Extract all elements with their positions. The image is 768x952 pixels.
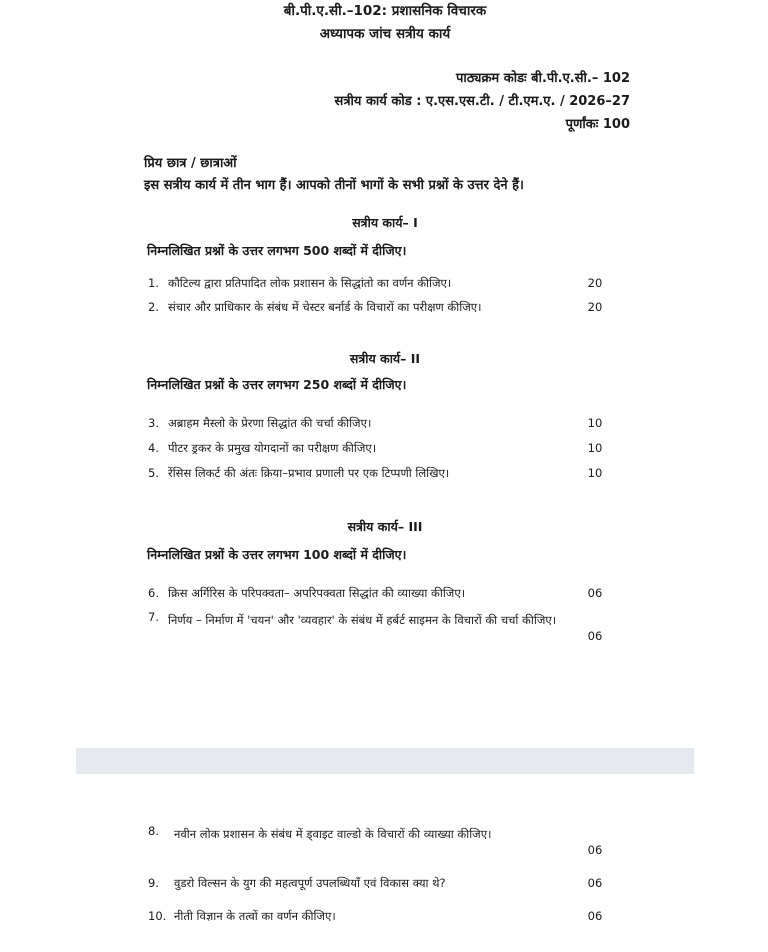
- question-text: पीटर ड्रकर के प्रमुख योगदानों का परीक्षण कीजिए।: [168, 441, 377, 455]
- question-text: कौटिल्य द्वारा प्रतिपादित लोक प्रशासन के सिद्धांतो का वर्णन कीजिए।: [168, 276, 452, 290]
- document-title: बी.पी.ए.सी.–102: प्रशासनिक विचारक: [283, 3, 487, 19]
- question-marks: 06: [587, 843, 603, 857]
- question-item: [148, 876, 446, 891]
- question-text: नवीन लोक प्रशासन के संबंध में ड्वाइट वाल्डो के विचारों की व्याख्या कीजिए।: [174, 827, 492, 841]
- question-marks: 10: [587, 466, 603, 480]
- page-separator: [76, 748, 694, 774]
- salutation: प्रिय छात्र / छात्राओं: [144, 156, 237, 171]
- question-number: 10.: [148, 909, 167, 923]
- question-item: [148, 824, 544, 844]
- max-marks: पूर्णांकः 100: [565, 117, 630, 132]
- document-subtitle: अध्यापक जांच सत्रीय कार्य: [319, 26, 451, 42]
- question-number: 8.: [148, 824, 159, 838]
- question-text: संचार और प्राधिकार के संबंध में चेस्टर बर्नार्ड के विचारों का परीक्षण कीजिए।: [168, 300, 482, 314]
- question-item: [148, 441, 376, 456]
- question-marks: 10: [587, 441, 603, 455]
- question-item: [148, 909, 336, 924]
- section-title: सत्रीय कार्य– III: [347, 519, 423, 534]
- question-number: 9.: [148, 876, 159, 890]
- question-marks: 06: [587, 629, 603, 643]
- question-text: वुडरो विल्सन के युग की महत्वपूर्ण उपलब्धियाँ एवं विकास क्या थे?: [174, 876, 446, 890]
- question-number: 5.: [148, 466, 159, 480]
- question-marks: 20: [587, 300, 603, 314]
- question-text: अब्राहम मैस्लो के प्रेरणा सिद्धांत की चर्चा कीजिए।: [168, 416, 372, 430]
- question-number: 1.: [148, 276, 159, 290]
- question-number: 7.: [148, 610, 159, 624]
- question-number: 2.: [148, 300, 159, 314]
- question-marks: 10: [587, 416, 603, 430]
- question-marks: 06: [587, 586, 603, 600]
- question-item: [148, 300, 481, 315]
- question-text: क्रिस अर्गिरिस के परिपक्वता– अपरिपक्वता सिद्धांत की व्याख्या कीजिए।: [168, 586, 466, 600]
- section-instruction: निम्नलिखित प्रश्नों के उत्तर लगभग 100 शब्दों में दीजिए।: [147, 547, 407, 562]
- assignment-code: सत्रीय कार्य कोड : ए.एस.एस.टी. / टी.एम.ए. / 2026–27: [334, 94, 630, 109]
- document-page-1: [76, 0, 694, 748]
- section-instruction: निम्नलिखित प्रश्नों के उत्तर लगभग 500 शब्दों में दीजिए।: [147, 243, 407, 258]
- question-text: नीती विज्ञान के तत्वों का वर्णन कीजिए।: [174, 909, 336, 923]
- question-text: रेंसिस लिकर्ट की अंतः क्रिया–प्रभाव प्रणाली पर एक टिप्पणी लिखिए।: [168, 466, 450, 480]
- course-code: पाठ्यक्रम कोडः बी.पी.ए.सी.– 102: [456, 71, 630, 86]
- document-page-2: [76, 774, 694, 952]
- general-instruction: इस सत्रीय कार्य में तीन भाग हैं। आपको तीनों भागों के सभी प्रश्नों के उत्तर देने हैं।: [144, 178, 524, 193]
- question-number: 4.: [148, 441, 159, 455]
- question-item: [148, 610, 578, 630]
- question-item: [148, 416, 371, 431]
- question-marks: 06: [587, 909, 603, 923]
- question-text: निर्णय – निर्माण में 'चयन' और 'व्यवहार' के संबंध में हर्बर्ट साइमन के विचारों की चर्चा कीजिए।: [168, 613, 557, 627]
- question-number: 3.: [148, 416, 159, 430]
- question-number: 6.: [148, 586, 159, 600]
- question-marks: 20: [587, 276, 603, 290]
- question-item: [148, 586, 465, 601]
- question-item: [148, 276, 451, 291]
- section-title: सत्रीय कार्य– I: [352, 215, 418, 230]
- question-marks: 06: [587, 876, 603, 890]
- section-instruction: निम्नलिखित प्रश्नों के उत्तर लगभग 250 शब्दों में दीजिए।: [147, 377, 407, 392]
- question-item: [148, 466, 449, 481]
- section-title: सत्रीय कार्य– II: [349, 351, 421, 366]
